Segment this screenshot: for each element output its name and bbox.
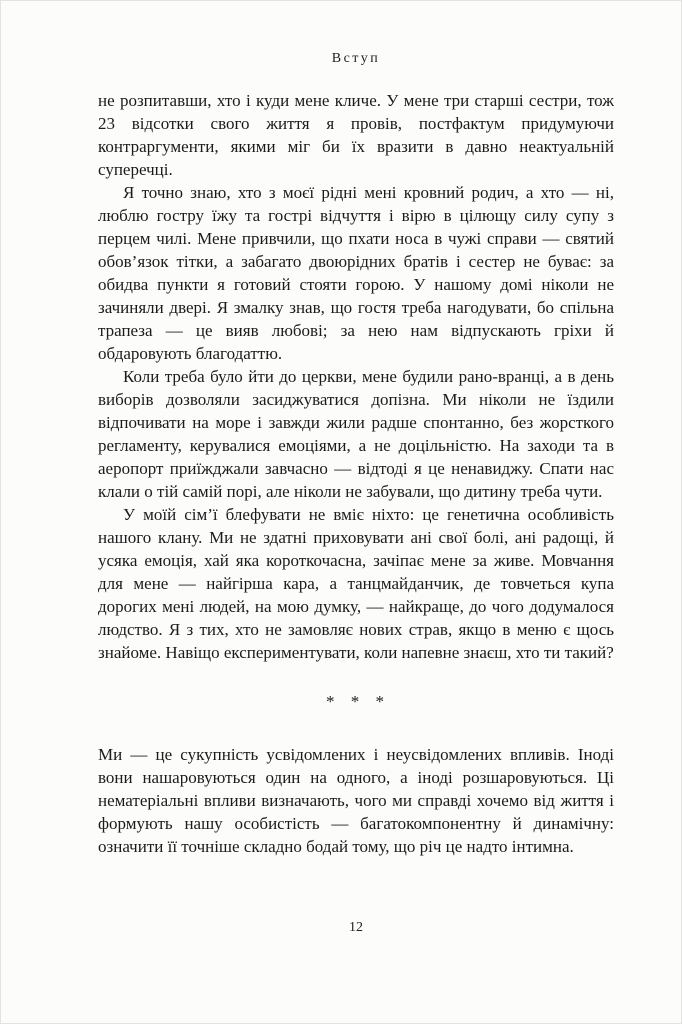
- paragraph: Ми — це сукупність усвідомлених і неусвідомлених впливів. Іноді вони нашаровуються один на одного, а іноді розшаровуються. Ці нематеріальні впливи визначають, чого ми справді хочемо від життя і формують нашу особистість — багатокомпонентну й динамічну: означити її точніше складно бодай тому, що річ це надто інтимна.: [98, 745, 614, 856]
- paragraph: не розпитавши, хто і куди мене кличе. У мене три старші сестри, тож 23 відсотки свого життя я провів, постфактум придумуючи контраргументи, якими міг би їх вразити в давно неактуальній суперечці.: [98, 91, 614, 179]
- chapter-running-head: Вступ: [331, 51, 381, 66]
- body-text-block: [98, 89, 614, 858]
- paragraph: Я точно знаю, хто з моєї рідні мені кровний родич, а хто — ні, люблю гостру їжу та гострі відчуття і вірю в цілющу силу супу з перцем чилі. Мене привчили, що пхати носа в чужі справи — святий обов’язок тітки, а забагато двоюрідних братів і сестер не буває: за обидва пункти я готовий стояти горою. У нашому домі ніколи не зачиняли двері. Я змалку знав, що гостя треба нагодувати, бо спільна трапеза — це вияв любові; за нею нам відпускають гріхи й обдаровують благодаттю.: [98, 183, 614, 363]
- paragraph: У моїй сім’ї блефувати не вміє ніхто: це генетична особливість нашого клану. Ми не здатні приховувати ані свої болі, ані радощі, й усяка емоція, хай яка короткочасна, зачіпає мене за живе. Мовчання для мене — найгірша кара, а танцмайданчик, де товчеться купа дорогих мені людей, на мою думку, — найкраще, до чого додумалося людство. Я з тих, хто не замовляє нових страв, якщо в меню є щось знайоме. Навіщо експериментувати, коли напевне знаєш, хто ти такий?: [98, 505, 614, 662]
- section-separator: * * *: [326, 692, 386, 711]
- paragraph: Коли треба було йти до церкви, мене будили рано-вранці, а в день виборів дозволяли засиджуватися допізна. Ми ніколи не їздили відпочивати на море і завжди жили радше спонтанно, без жорсткого регламенту, керувалися емоціями, а не доцільністю. На заходи та в аеропорт приїжджали завчасно — відтоді я це ненавиджу. Спати нас клали о тій самій порі, але ніколи не забували, що дитину треба чути.: [98, 367, 614, 501]
- page-number: 12: [349, 920, 363, 935]
